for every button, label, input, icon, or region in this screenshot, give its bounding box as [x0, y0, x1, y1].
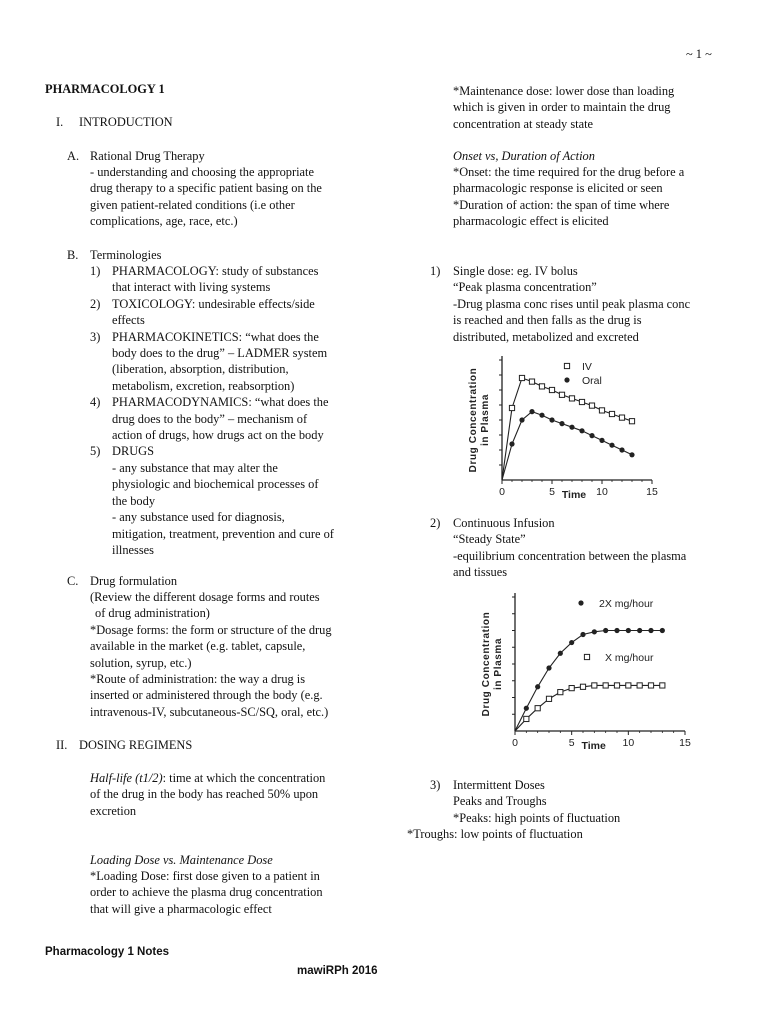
text-line: Peaks and Troughs: [453, 794, 547, 809]
subsection-label: A.: [67, 149, 80, 163]
text-line: available in the market (e.g. tablet, capsule,: [90, 639, 306, 654]
list-item: [90, 263, 370, 296]
section-number: I.: [56, 115, 64, 129]
text-line: of the drug in the body has reached 50% upon: [90, 787, 319, 802]
data-point: [589, 403, 594, 408]
text-line: PHARMACODYNAMICS: “what does the: [112, 395, 329, 410]
y-axis-label: Drug Concentration: [468, 367, 479, 473]
data-point: [569, 425, 574, 430]
data-point: [592, 683, 597, 688]
data-point: [509, 405, 514, 410]
paragraph: [453, 777, 620, 826]
data-point: [603, 628, 608, 633]
text-line: concentration at steady state: [453, 116, 594, 131]
data-point: [549, 387, 554, 392]
data-point: [637, 628, 642, 633]
data-point: [546, 665, 551, 670]
data-point: [626, 683, 631, 688]
list-number: 2): [90, 296, 101, 311]
list-item: [90, 394, 370, 443]
data-point: [648, 683, 653, 688]
text-line: *Dosage forms: the form or structure of the drug: [90, 622, 332, 637]
list-number: 2): [430, 516, 441, 530]
text-line: *Troughs: low points of fluctuation: [407, 827, 583, 841]
continuous-infusion-chart: [458, 585, 708, 760]
term: Half-life (t1/2): [90, 771, 163, 785]
data-point: [619, 415, 624, 420]
text-line: TOXICOLOGY: undesirable effects/side: [112, 296, 315, 311]
footer-left: Pharmacology 1 Notes: [45, 946, 169, 958]
x-tick-label: 5: [549, 486, 555, 498]
list-number: 3): [90, 329, 101, 344]
subsection-heading: Drug formulation: [90, 574, 178, 588]
paragraph: [453, 83, 674, 132]
document-title: PHARMACOLOGY 1: [45, 82, 165, 96]
text-line: order to achieve the plasma drug concentration: [90, 885, 323, 900]
text-line: mitigation, treatment, prevention and cure of: [112, 526, 334, 541]
list-number: 1): [430, 264, 441, 278]
text-line: Continuous Infusion: [453, 516, 555, 530]
page-number: ~ 1 ~: [686, 47, 712, 61]
data-point: [549, 417, 554, 422]
x-tick-label: 15: [679, 737, 691, 749]
data-point: [619, 447, 624, 452]
legend-label: X mg/hour: [605, 652, 654, 664]
text-line: complications, age, race, etc.): [90, 214, 238, 229]
text-line: - understanding and choosing the appropriate: [90, 165, 314, 179]
paragraph: [90, 770, 325, 819]
paragraph: [90, 589, 332, 720]
legend-marker: [584, 654, 589, 659]
x-tick-label: 15: [646, 486, 658, 498]
data-point: [637, 683, 642, 688]
data-point: [579, 428, 584, 433]
data-point: [535, 706, 540, 711]
data-point: [524, 706, 529, 711]
data-point: [660, 628, 665, 633]
list-item: [90, 296, 370, 329]
legend-marker: [578, 600, 583, 605]
data-point: [589, 433, 594, 438]
subheading: Onset vs, Duration of Action: [453, 149, 595, 163]
subsection-heading: Terminologies: [90, 248, 162, 262]
text-line: (liberation, absorption, distribution,: [112, 362, 289, 377]
x-axis-label: Time: [581, 740, 606, 752]
text-line: intravenous-IV, subcutaneous-SC/SQ, oral, etc.): [90, 704, 329, 719]
series-line: [502, 378, 632, 480]
text-line: Intermittent Doses: [453, 778, 545, 792]
data-point: [519, 417, 524, 422]
data-point: [614, 683, 619, 688]
data-point: [648, 628, 653, 633]
text-line: pharmacologic effect is elicited: [453, 214, 609, 229]
section-heading: INTRODUCTION: [79, 115, 173, 129]
subsection-heading: Rational Drug Therapy: [90, 149, 205, 163]
data-point: [559, 392, 564, 397]
text-line: body does to the drug” – LADMER system: [112, 346, 328, 361]
text-line: “Peak plasma concentration”: [453, 280, 597, 295]
text-line: (Review the different dosage forms and routes: [90, 590, 320, 604]
text-line: PHARMACOLOGY: study of substances: [112, 264, 319, 278]
section-number: II.: [56, 738, 68, 752]
paragraph: [453, 164, 684, 230]
x-tick-label: 5: [568, 737, 575, 749]
text-line: inserted or administered through the body (e.g.: [90, 688, 323, 703]
subsection-label: C.: [67, 574, 79, 588]
text-line: that interact with living systems: [112, 280, 271, 295]
text-line: PHARMACOKINETICS: “what does the: [112, 329, 319, 344]
x-tick-label: 10: [622, 737, 635, 749]
data-point: [599, 438, 604, 443]
data-point: [569, 686, 574, 691]
text-line: physiologic and biochemical processes of: [112, 477, 319, 492]
text-line: *Route of administration: the way a drug is: [90, 672, 306, 687]
subheading: Loading Dose vs. Maintenance Dose: [90, 853, 273, 867]
list-number: 3): [430, 778, 441, 792]
data-point: [558, 651, 563, 656]
text-line: is reached and then falls as the drug is: [453, 313, 642, 328]
text-line: -Drug plasma conc rises until peak plasma conc: [453, 296, 691, 311]
data-point: [539, 413, 544, 418]
data-point: [660, 683, 665, 688]
text-line: the body: [112, 493, 156, 508]
text-line: drug does to the body” – mechanism of: [112, 411, 308, 426]
text-line: given patient-related conditions (i.e other: [90, 197, 295, 212]
text-line: excretion: [90, 803, 137, 818]
paragraph: [453, 515, 686, 581]
data-point: [539, 384, 544, 389]
footer-center: mawiRPh 2016: [297, 965, 378, 977]
data-point: [529, 409, 534, 414]
text-line: *Peaks: high points of fluctuation: [453, 810, 621, 825]
data-point: [519, 375, 524, 380]
subsection-label: B.: [67, 248, 79, 262]
text-line: - any substance used for diagnosis,: [112, 510, 285, 525]
data-point: [580, 684, 585, 689]
text-line: illnesses: [112, 542, 154, 557]
definition: : time at which the concentration: [162, 771, 326, 785]
data-point: [559, 421, 564, 426]
legend-label: IV: [582, 361, 592, 373]
data-point: [629, 419, 634, 424]
text-line: effects: [112, 313, 145, 328]
legend-marker: [564, 363, 569, 368]
legend-label: 2X mg/hour: [599, 598, 654, 610]
data-point: [614, 628, 619, 633]
data-point: [529, 379, 534, 384]
y-axis-label: Drug Concentration: [481, 611, 492, 717]
data-point: [626, 628, 631, 633]
text-line: distributed, metabolized and excreted: [453, 329, 639, 344]
text-line: Single dose: eg. IV bolus: [453, 264, 578, 278]
data-point: [535, 684, 540, 689]
data-point: [524, 716, 529, 721]
text-line: solution, syrup, etc.): [90, 655, 192, 670]
text-line: drug therapy to a specific patient basing on the: [90, 181, 322, 196]
text-line: which is given in order to maintain the drug: [453, 100, 671, 115]
text-line: - any substance that may alter the: [112, 460, 278, 475]
terminology-list: [90, 263, 370, 558]
list-item: [90, 443, 370, 558]
data-point: [509, 441, 514, 446]
legend-marker: [564, 377, 569, 382]
y-axis-label: in Plasma: [493, 637, 504, 691]
x-axis-label: Time: [561, 489, 587, 500]
list-item: [90, 329, 370, 395]
x-tick-label: 0: [512, 737, 518, 749]
list-number: 5): [90, 444, 101, 459]
data-point: [569, 396, 574, 401]
section-heading: DOSING REGIMENS: [79, 738, 193, 752]
list-number: 1): [90, 264, 101, 278]
y-axis-label: in Plasma: [480, 393, 491, 447]
text-line: [90, 770, 325, 786]
x-tick-label: 10: [596, 486, 608, 498]
data-point: [603, 683, 608, 688]
data-point: [569, 640, 574, 645]
data-point: [599, 408, 604, 413]
text-line: metabolism, excretion, reabsorption): [112, 378, 295, 393]
single-dose-chart: [458, 345, 668, 500]
text-line: pharmacologic response is elicited or seen: [453, 181, 663, 196]
text-line: *Duration of action: the span of time where: [453, 197, 670, 212]
text-line: “Steady State”: [453, 532, 526, 547]
text-line: that will give a pharmacologic effect: [90, 901, 272, 916]
text-line: and tissues: [453, 565, 508, 580]
text-line: *Loading Dose: first dose given to a patient in: [90, 869, 320, 883]
list-number: 4): [90, 395, 101, 410]
data-point: [629, 452, 634, 457]
legend-label: Oral: [582, 375, 602, 387]
paragraph: [90, 868, 323, 917]
data-point: [580, 632, 585, 637]
data-point: [546, 696, 551, 701]
data-point: [579, 399, 584, 404]
text-line: -equilibrium concentration between the plasma: [453, 548, 687, 563]
paragraph: [453, 263, 690, 345]
text-line: *Maintenance dose: lower dose than loading: [453, 84, 675, 98]
data-point: [609, 443, 614, 448]
data-point: [592, 629, 597, 634]
text-line: *Onset: the time required for the drug before a: [453, 165, 685, 179]
x-tick-label: 0: [499, 486, 505, 498]
text-line: DRUGS: [112, 444, 154, 459]
text-line: of drug administration): [95, 606, 210, 621]
text-line: action of drugs, how drugs act on the body: [112, 428, 324, 443]
data-point: [609, 411, 614, 416]
series-line: [515, 631, 662, 732]
paragraph: [90, 164, 322, 230]
data-point: [558, 690, 563, 695]
